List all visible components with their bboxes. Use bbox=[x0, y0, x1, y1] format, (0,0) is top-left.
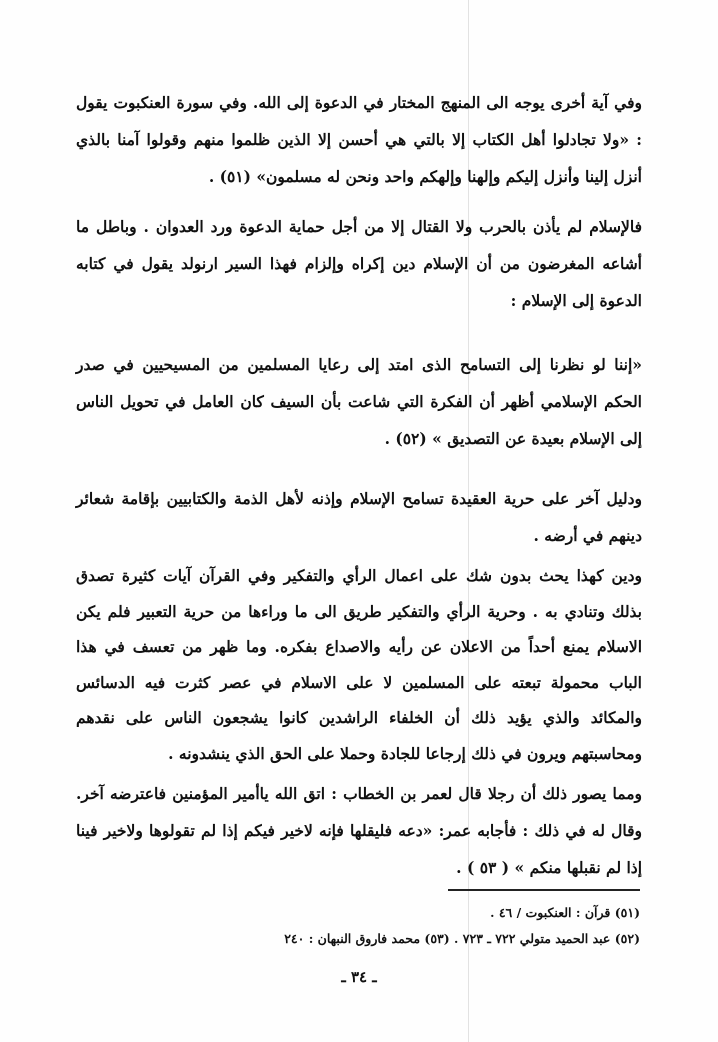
paragraph-war-permission: فالإسلام لم يأذن بالحرب ولا القتال إلا من أجل حماية الدعوة ورد العدوان . وباطل ما أشاعه المغرضون من أن الإسلام دين إكراه وإلزام فهذا السير ارنولد يقول في كتابه الدعوة إلى الإسلام : bbox=[76, 217, 642, 310]
footnote-divider bbox=[448, 889, 640, 891]
paragraph-umar-story: ومما يصور ذلك أن رجلا قال لعمر بن الخطاب : اتق الله ياأمير المؤمنين فاعترضه آخر. وقال له في ذلك : فأجابه عمر: «دعه فليقلها فإنه لاخير فيكم إذا لم تقولوها ولاخير فينا إذا لم نقبلها منكم » ( ٥٣ ) . bbox=[76, 784, 642, 877]
paragraph-freedom-of-opinion: ودين كهذا يحث بدون شك على اعمال الرأي والتفكير وفي القرآن آيات كثيرة تصدق بذلك وتنادي به . وحرية الرأي والتفكير طريق الى ما وراءها من حرية التعبير فلم يكن الاسلام يمنع أحداً من الاعلان عن رأيه والاصداع بفكره. وما ظهر من تعسف في هذا الباب محمولة تبعته على المسلمين لا على الاسلام في عصر كثرت فيه الدسائس والمكائد والذي يؤيد ذلك أن الخلفاء الراشدين كانوا يشجعون الناس على نقدهم ومحاسبتهم ويرون في ذلك إرجاعا للجادة وحملا على الحق الذي ينشدونه . bbox=[76, 566, 642, 763]
paragraph-religious-freedom: ودليل آخر على حرية العقيدة تسامح الإسلام وإذنه لأهل الذمة والكتابيين بإقامة شعائر دينهم في أرضه . bbox=[76, 489, 642, 545]
page-number: ـ ٣٤ ـ bbox=[341, 968, 377, 986]
paragraph-arnold-quote: «إننا لو نظرنا إلى التسامح الذى امتد إلى رعايا المسلمين من المسيحيين في صدر الحكم الإسلامي أظهر أن الفكرة التي شاعت بأن السيف كان العامل في تحويل الناس إلى الإسلام بعيدة عن التصديق » (٥٢) . bbox=[76, 355, 642, 448]
footnote-52-53: (٥٢) عبد الحميد متولي ٧٢٢ ـ ٧٢٣ . (٥٣) محمد فاروق النبهان : ٢٤٠ bbox=[284, 931, 640, 946]
footnotes bbox=[180, 900, 640, 952]
paragraph-quran-ankabut: وفي آية أخرى يوجه الى المنهج المختار في الدعوة إلى الله. وفي سورة العنكبوت يقول : «ولا تجادلوا أهل الكتاب إلا بالتي هي أحسن إلا الذين ظلموا منهم وقولوا آمنا بالذي أنزل إلينا وأنزل إليكم وإلهنا وإلهكم واحد ونحن له مسلمون» (٥١) . bbox=[76, 93, 642, 186]
footnote-51: (٥١) قرآن : العنكبوت / ٤٦ . bbox=[490, 905, 640, 920]
